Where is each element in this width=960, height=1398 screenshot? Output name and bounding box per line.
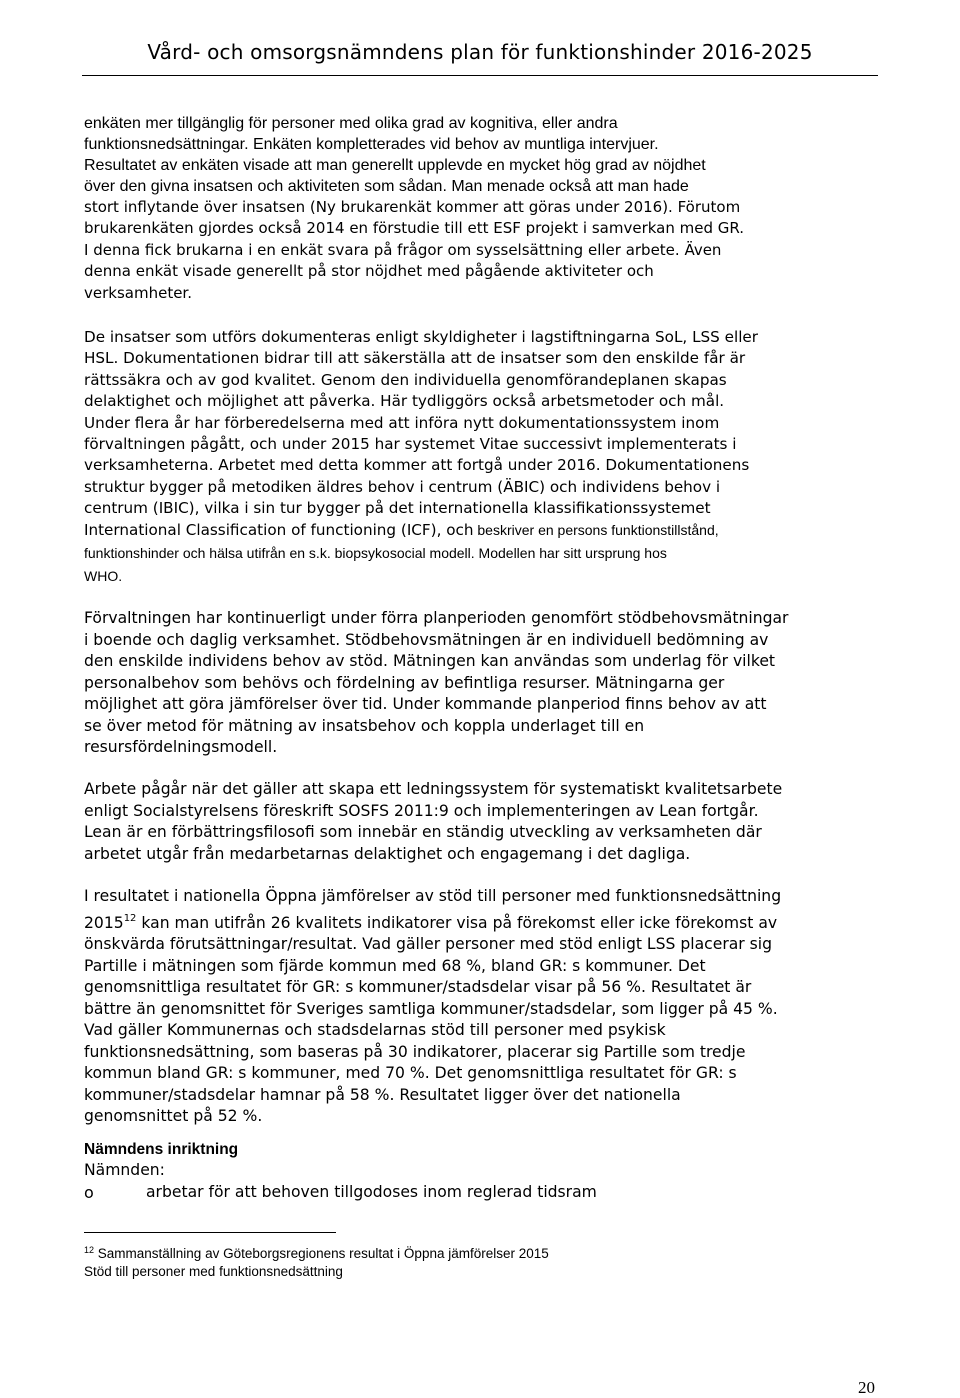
text-line: delaktighet och möjlighet att påverka. Här tydliggörs också arbetsmetoder och mål. <box>84 392 725 411</box>
text-line: Resultatet av enkäten visade att man generellt upplevde en mycket hög grad av nöjdhet <box>84 157 706 174</box>
text-line: funktionsnedsättning, som baseras på 30 indikatorer, placerar sig Partille som tredje <box>84 1042 746 1061</box>
text-line: stort inflytande över insatsen (Ny brukarenkät kommer att göras under 2016). Förutom <box>84 198 741 216</box>
footnote-separator <box>84 1232 336 1233</box>
text-line: Under flera år har förberedelserna med att införa nytt dokumentationssystem inom <box>84 413 720 432</box>
text-line: WHO. <box>84 568 123 585</box>
text-line: arbetet utgår från medarbetarnas delaktighet och engagemang i det dagliga. <box>84 844 691 863</box>
paragraph-oppna-jamforelser <box>84 886 884 1128</box>
text-segment: kan man utifrån 26 kvalitets indikatorer visa på förekomst eller icke förekomst av <box>136 913 778 932</box>
footnote-number: 12 <box>84 1245 95 1255</box>
paragraph-brukarenkat <box>84 113 884 304</box>
text-line: enligt Socialstyrelsens föreskrift SOSFS 2011:9 och implementeringen av Lean fortgår. <box>84 801 759 820</box>
text-line: Arbete pågår när det gäller att skapa ett ledningssystem för systematiskt kvalitetsarbete <box>84 780 783 798</box>
icf-text-small: beskriver en persons funktionstillstånd, <box>473 521 719 538</box>
text-line <box>84 908 884 935</box>
text-line: Lean är en förbättringsfilosofi som innebär en ständig utveckling av verksamheten där <box>84 823 762 841</box>
text-line: Partille i mätningen som fjärde kommun med 68 %, bland GR: s kommuner. Det <box>84 956 706 975</box>
text-line: genomsnittliga resultatet för GR: s kommuner/stadsdelar visar på 56 %. Resultatet är <box>84 978 752 996</box>
text-line: resursfördelningsmodell. <box>84 738 278 756</box>
year-text: 2015 <box>84 913 124 932</box>
text-line: önskvärda förutsättningar/resultat. Vad gäller personer med stöd enligt LSS placerar sig <box>84 935 773 953</box>
text-line: över den givna insatsen och aktiviteten som sådan. Man menade också att man hade <box>84 178 689 195</box>
text-line: se över metod för mätning av insatsbehov och koppla underlaget till en <box>84 716 645 735</box>
section-heading: Nämndens inriktning <box>84 1141 239 1158</box>
page-number: 20 <box>858 1378 875 1397</box>
text-line: Förvaltningen har kontinuerligt under förra planperioden genomfört stödbehovsmätningar <box>84 609 789 627</box>
text-line: kommuner/stadsdelar hamnar på 58 %. Resultatet ligger över det nationella <box>84 1085 681 1104</box>
paragraph-ledningssystem <box>84 779 884 865</box>
text-line: I denna fick brukarna i en enkät svara på frågor om sysselsättning eller arbete. Även <box>84 240 722 259</box>
paragraph-stodbehov <box>84 608 884 759</box>
text-line: verksamheterna. Arbetet med detta kommer att fortgå under 2016. Dokumentationens <box>84 456 750 475</box>
footnote-text-line2: Stöd till personer med funktionsnedsättning <box>84 1264 343 1279</box>
section-intro: Nämnden: <box>84 1161 165 1179</box>
text-line: i boende och daglig verksamhet. Stödbehovsmätningen är en individuell bedömning av <box>84 630 769 649</box>
text-line: Vad gäller Kommunernas och stadsdelarnas stöd till personer med psykisk <box>84 1021 666 1039</box>
text-line <box>84 520 884 541</box>
header-rule <box>82 75 878 76</box>
text-line: funktionsnedsättningar. Enkäten kompletterades vid behov av muntliga intervjuer. <box>84 136 659 153</box>
text-line: enkäten mer tillgänglig för personer med olika grad av kognitiva, eller andra <box>84 115 618 132</box>
footnote-text: Sammanställning av Göteborgsregionens resultat i Öppna jämförelser 2015 <box>94 1246 549 1261</box>
footnote-ref[interactable]: 12 <box>123 912 137 924</box>
text-line: genomsnittet på 52 %. <box>84 1107 263 1125</box>
text-line: denna enkät visade generellt på stor nöjdhet med pågående aktiviteter och <box>84 262 654 281</box>
text-line: HSL. Dokumentationen bidrar till att säkerställa att de insatser som den enskilde får är <box>84 349 746 368</box>
icf-text: International Classification of functioning (ICF), och <box>84 520 474 539</box>
text-line: funktionshinder och hälsa utifrån en s.k. biopsykosocial modell. Modellen har sitt ursprung hos <box>84 545 667 562</box>
text-line: bättre än genomsnittet för Sveriges samtliga kommuner/stadsdelar, som ligger på 45 %. <box>84 999 778 1018</box>
bullet-text: arbetar för att behoven tillgodoses inom reglerad tidsram <box>146 1183 597 1201</box>
paragraph-dokumentation <box>84 327 884 587</box>
text-line: den enskilde individens behov av stöd. Mätningen kan användas som underlag för vilket <box>84 652 776 670</box>
bullet-marker: o <box>84 1183 94 1202</box>
text-line: De insatser som utförs dokumenteras enligt skyldigheter i lagstiftningarna SoL, LSS eller <box>84 328 759 346</box>
text-line: I resultatet i nationella Öppna jämförelser av stöd till personer med funktionsnedsättning <box>84 887 782 905</box>
text-line: centrum (IBIC), vilka i sin tur bygger på det internationella klassifikationssystemet <box>84 499 711 518</box>
header-title: Vård- och omsorgsnämndens plan för funktionshinder 2016-2025 <box>147 40 813 64</box>
text-line: personalbehov som behövs och fördelning av befintliga resurser. Mätningarna ger <box>84 673 725 692</box>
text-line: verksamheter. <box>84 283 192 302</box>
text-line: struktur bygger på metodiken äldres behov i centrum (ÄBIC) och individens behov i <box>84 477 721 496</box>
text-line: möjlighet att göra jämförelser över tid. Under kommande planperiod finns behov av att <box>84 695 767 713</box>
text-line: brukarenkäten gjordes också 2014 en förstudie till ett ESF projekt i samverkan med GR. <box>84 219 745 238</box>
text-line: förvaltningen pågått, och under 2015 har systemet Vitae successivt implementerats i <box>84 435 737 454</box>
text-line: kommun bland GR: s kommuner, med 70 %. Det genomsnittliga resultatet för GR: s <box>84 1064 737 1082</box>
text-line: rättssäkra och av god kvalitet. Genom den individuella genomförandeplanen skapas <box>84 370 727 389</box>
